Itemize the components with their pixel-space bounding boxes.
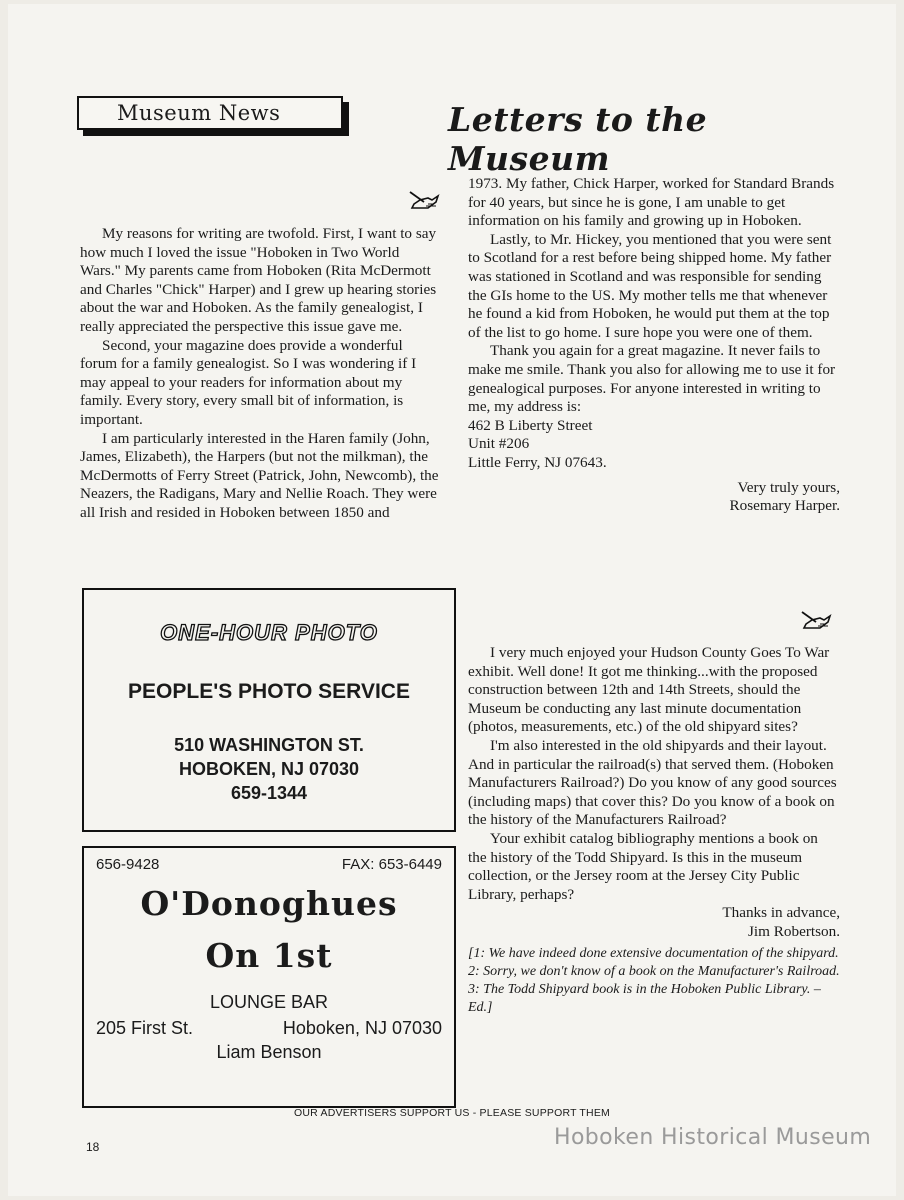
letter1-paragraph: My reasons for writing are twofold. First, I want to say how much I loved the issue "Hoboken in Two World Wars." My parents came from Hoboken (Rita McDermott and Charles "Chick" Harper) and I grew up hearing stories about the war and Hoboken. As the family genealogist, I really appreciated the perspective this issue gave me. — [80, 225, 437, 335]
letter1-paragraph: Thank you again for a great magazine. It never fails to make me smile. Thank you also for allowing me to use it for genealogical purposes. For anyone interested in writing to me, my address is: — [468, 342, 836, 416]
archive-watermark: Hoboken Historical Museum — [554, 1125, 872, 1150]
letter2-signature: Jim Robertson. — [748, 922, 840, 940]
ad-business-type: LOUNGE BAR — [209, 992, 329, 1012]
letter1-closing: Very truly yours, — [737, 478, 840, 496]
ad-street: 510 WASHINGTON ST. — [174, 735, 364, 755]
ad-business-name: PEOPLE'S PHOTO SERVICE — [128, 680, 410, 703]
address-line: 462 B Liberty Street — [468, 416, 593, 434]
address-line: Unit #206 — [468, 435, 530, 453]
letter1-paragraph: 1973. My father, Chick Harper, worked for Standard Brands for 40 years, but since he is gone, I am unable to get information on his family and growing up in Hoboken. — [468, 175, 835, 230]
ad-tagline: ONE-HOUR PHOTO — [160, 620, 378, 645]
letter2-closing: Thanks in advance, — [722, 904, 840, 922]
page-number: 18 — [86, 1140, 100, 1154]
lounge-bar-ad — [82, 846, 456, 1108]
writing-hand-icon — [408, 188, 444, 214]
ad-business-name: O'Donoghues — [140, 884, 398, 923]
ad-fax: FAX: 653-6449 — [341, 856, 442, 873]
ad-city: Hoboken, NJ 07030 — [282, 1018, 442, 1038]
ad-business-name-line2: On 1st — [205, 936, 333, 975]
letter1-column2 — [468, 175, 840, 516]
ad-phone: 659-1344 — [230, 783, 308, 803]
photo-service-ad — [82, 588, 456, 832]
letter2-paragraph: Your exhibit catalog bibliography mentions a book on the history of the Todd Shipyard. Is this in the museum collection, or the Jersey room at the Jersey City Public Library, perhaps? — [468, 829, 818, 903]
ad-city: HOBOKEN, NJ 07030 — [178, 759, 360, 779]
letter2-column — [468, 644, 840, 1017]
ad-street: 205 First St. — [96, 1018, 194, 1038]
letter1-column1 — [80, 225, 442, 523]
ad-phone: 656-9428 — [96, 856, 160, 873]
letter2-paragraph: I very much enjoyed your Hudson County Goes To War exhibit. Well done! It got me thinking...with the proposed construction between 12th and 14th Streets, should the Museum be conducting any last minute documentation (photos, measurements, etc.) of the old shipyard sites? — [468, 644, 830, 736]
address-line: Little Ferry, NJ 07643. — [468, 453, 607, 471]
letter1-paragraph: I am particularly interested in the Haren family (John, James, Elizabeth), the Harpers (but not the milkman), the McDermotts of Ferry Street (Patrick, John, Newcomb), the Neazers, the Radigans, Mary and Nellie Roach. They were all Irish and resided in Hoboken between 1850 and — [80, 429, 439, 521]
letter1-signature: Rosemary Harper. — [729, 497, 840, 515]
letter1-paragraph: Second, your magazine does provide a wonderful forum for a family genealogist. So I was wondering if I may appeal to your readers for information about my family. Every story, every small bit of information, is important. — [80, 336, 417, 428]
letter2-paragraph: I'm also interested in the old shipyards and their layout. And in particular the railroad(s) that served them. (Hoboken Manufacturers Railroad?) Do you know of any good sources (including maps) that cover this? Do you know of a book on the history of the Manufacturers Railroad? — [468, 736, 837, 829]
ad-address — [84, 733, 454, 805]
letter1-paragraph: Lastly, to Mr. Hickey, you mentioned that you were sent to Scotland for a rest before being shipped home. My father was stationed in Scotland and was responsible for sending the GIs home to the US. My mother tells me that whenever he found a kid from Hoboken, he would put them at the top of the list to go home. I sure hope you were one of them. — [468, 230, 832, 341]
editor-note: [1: We have indeed done extensive documentation of the shipyard. 2: Sorry, we don't know of a book on the Manufacturer's Railroad. 3: The Todd Shipyard book is in the Hoboken Public Library. – Ed.] — [468, 945, 840, 1015]
footer-slogan: OUR ADVERTISERS SUPPORT US - PLEASE SUPPORT THEM — [294, 1107, 610, 1119]
page-title: Letters to the Museum — [448, 100, 708, 178]
section-label — [77, 96, 349, 136]
ad-owner: Liam Benson — [216, 1042, 322, 1062]
section-label-text: Museum News — [77, 96, 343, 130]
writing-hand-icon — [800, 608, 836, 634]
